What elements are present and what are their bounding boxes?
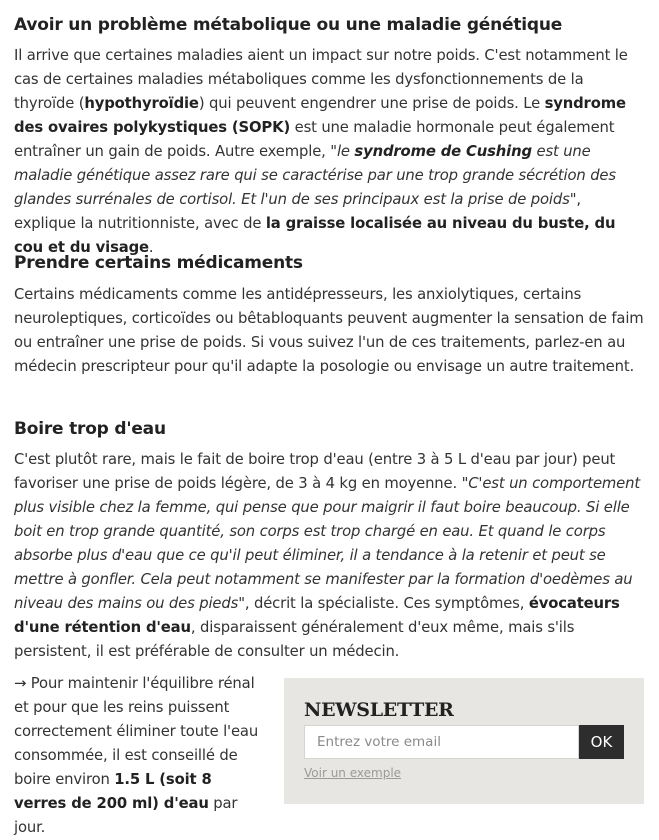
quote-text: "le xyxy=(330,143,355,160)
section-paragraph-medication: Certains médicaments comme les antidépresseurs, les anxiolytiques, certains neuroleptiques, corticoïdes ou bêtabloquants peuvent augmenter la sensation de faim ou entraîner une prise de poids. Si vous suivez l'un de ces traitements, parlez-en au médecin prescripteur pour qu'il adapte la posologie ou envisage un autre traitement. xyxy=(14,286,644,375)
text-run: . xyxy=(148,239,154,256)
text-run: C'est plutôt rare, mais le fait de boire trop d'eau (entre 3 à 5 L d'eau par jour) peut favoriser une prise de poids légère, de 3 à 4 kg en moyenne. xyxy=(14,451,616,492)
text-run: , disparaissent généralement d'eux même, mais s'ils persistent, il est préférable de consulter un médecin. xyxy=(14,619,575,660)
newsletter-form xyxy=(304,725,624,759)
text-run: , décrit la spécialiste. Ces symptômes, xyxy=(244,595,529,612)
section-paragraph-water xyxy=(14,448,646,664)
bold-text: syndrome des ovaires polykystiques (SOPK) xyxy=(14,95,626,136)
text-run: , explique la nutritionniste, avec de xyxy=(14,191,581,232)
newsletter-example-link[interactable]: Voir un exemple xyxy=(304,766,402,780)
section-heading-medication: Prendre certains médicaments xyxy=(14,253,303,273)
section-paragraph-metabolic xyxy=(14,44,646,260)
section-heading-metabolic: Avoir un problème métabolique ou une maladie génétique xyxy=(14,15,563,35)
text-run: par jour. xyxy=(14,795,238,836)
newsletter-title: NEWSLETTER xyxy=(304,699,454,721)
newsletter-box xyxy=(284,678,644,804)
bold-text: évocateurs d'une rétention d'eau xyxy=(14,595,620,636)
text-run: est une maladie hormonale peut également entraîner un gain de poids. Autre exemple, xyxy=(14,119,615,160)
bold-text: la graisse localisée au niveau du buste, du cou et du visage xyxy=(14,215,616,256)
bold-text: 1.5 L (soit 8 verres de 200 ml) d'eau xyxy=(14,771,212,812)
bold-text: hypothyroïdie xyxy=(84,95,199,112)
tip-paragraph xyxy=(14,672,264,840)
text-run: Il arrive que certaines maladies aient un impact sur notre poids. C'est notamment le cas de certaines maladies métaboliques comme les dysfonctionnements de la thyroïde ( xyxy=(14,47,628,112)
text-run: → Pour maintenir l'équilibre rénal et pour que les reins puissent correctement éliminer toute l'eau consommée, il est conseillé de boire environ xyxy=(14,675,259,788)
newsletter-submit-button[interactable]: OK xyxy=(579,725,624,759)
text-run: ) qui peuvent engendrer une prise de poids. Le xyxy=(198,95,545,112)
section-heading-water: Boire trop d'eau xyxy=(14,419,166,439)
newsletter-email-input[interactable] xyxy=(304,725,579,759)
quote-text: "C'est un comportement plus visible chez la femme, qui pense que pour maigrir il faut boire beaucoup. Si elle boit en trop grande quantité, son corps est trop chargé en eau. Et quand le corps absorbe plus d'eau que ce qu'il peut éliminer, il a tendance à la retenir et peut se mettre à gonfler. Cela peut notamment se manifester par la formation d'oedèmes au niveau des mains ou des pieds" xyxy=(14,475,641,612)
quote-text: est une maladie génétique assez rare qui se caractérise par une trop grande sécrétion des glandes surrénales de cortisol. Et l'un de ses principaux est la prise de poids" xyxy=(14,143,616,208)
bold-quote-text: syndrome de Cushing xyxy=(354,143,532,160)
